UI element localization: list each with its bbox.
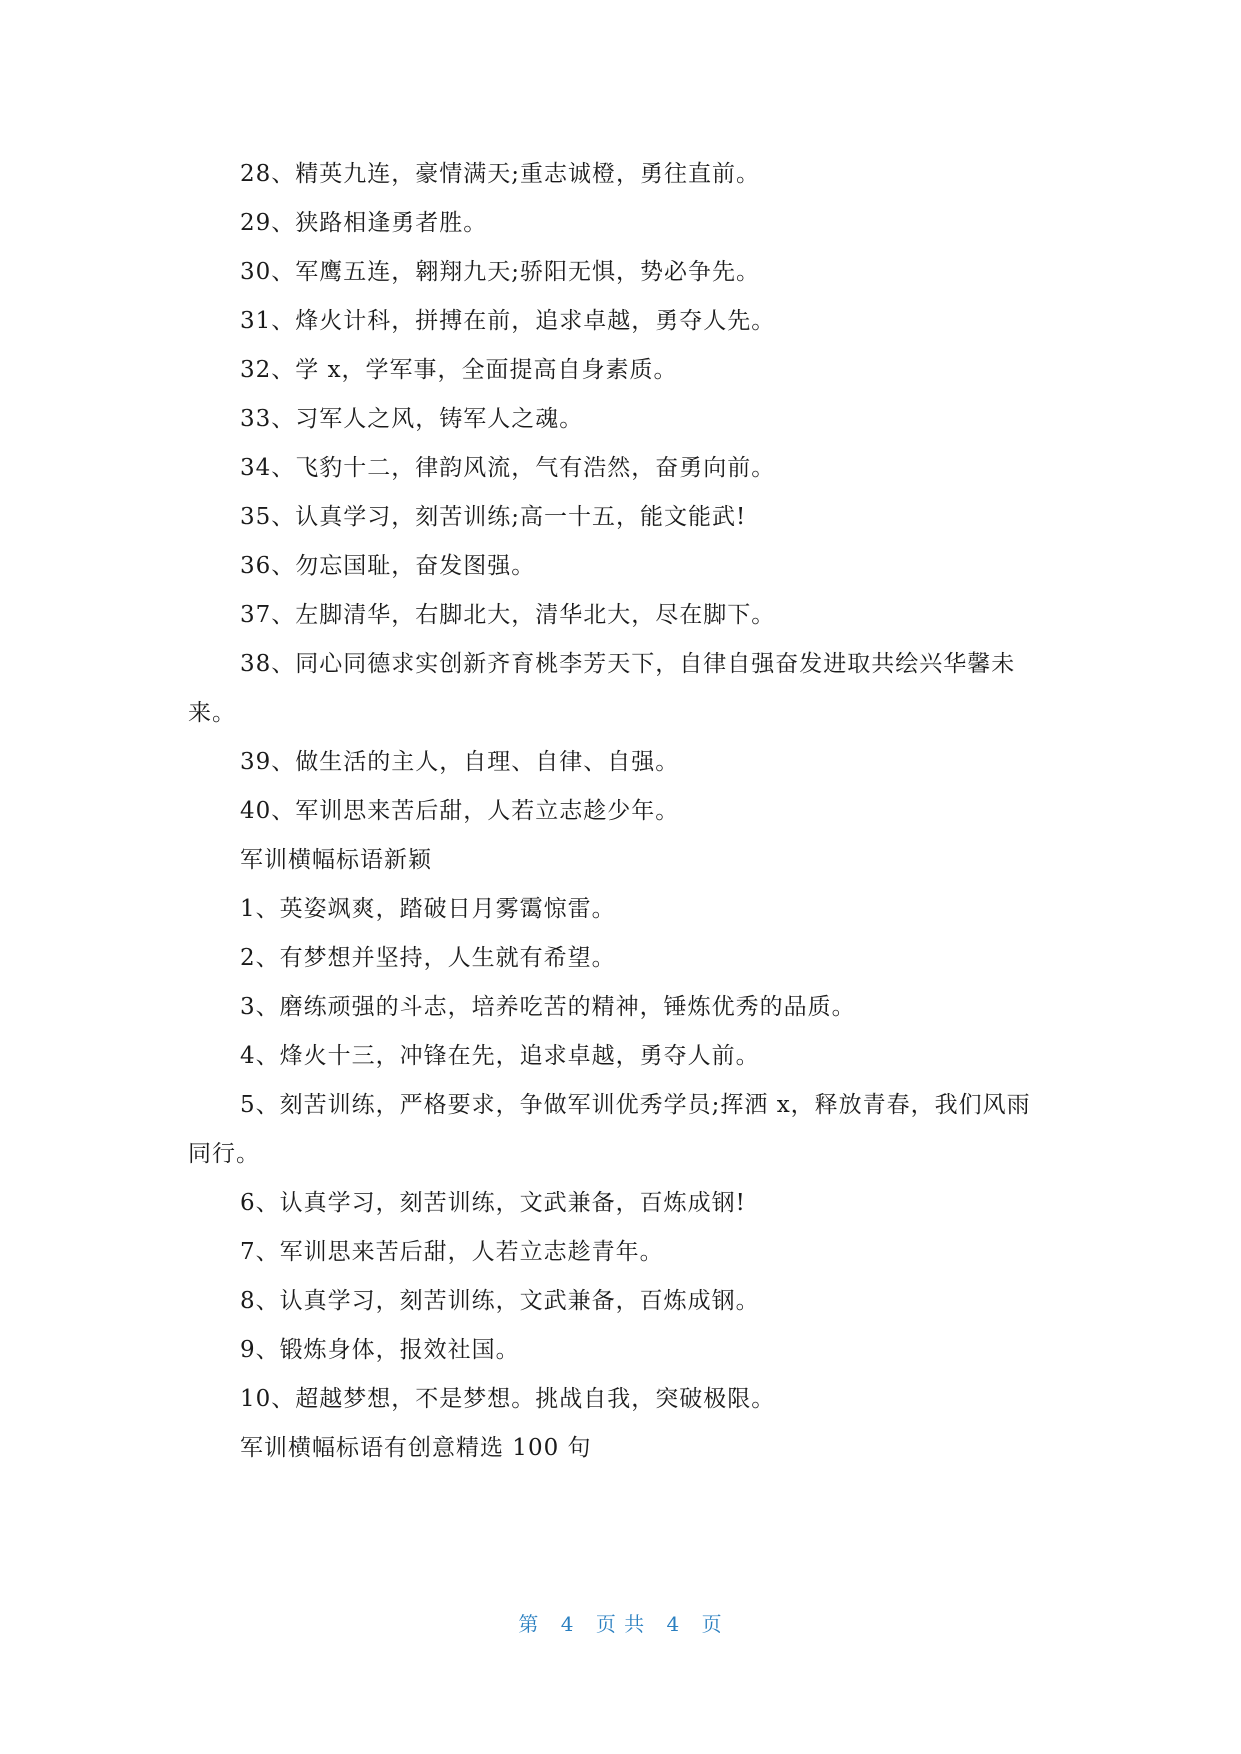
paragraph: 31、烽火计科，拼搏在前，追求卓越，勇夺人先。 (240, 308, 776, 334)
footer-middle: 页 共 (595, 1612, 646, 1636)
paragraph: 6、认真学习，刻苦训练，文武兼备，百炼成钢! (240, 1190, 746, 1216)
footer-prefix: 第 (518, 1612, 540, 1636)
paragraph: 8、认真学习，刻苦训练，文武兼备，百炼成钢。 (240, 1288, 760, 1314)
section-heading: 军训横幅标语有创意精选 100 句 (240, 1435, 592, 1461)
paragraph: 2、有梦想并坚持，人生就有希望。 (240, 945, 616, 971)
paragraph: 5、刻苦训练，严格要求，争做军训优秀学员;挥洒 x，释放青春，我们风雨同行。 (188, 1092, 1031, 1167)
paragraph: 9、锻炼身体，报效社国。 (240, 1337, 520, 1363)
footer-suffix: 页 (701, 1612, 723, 1636)
paragraph: 38、同心同德求实创新齐育桃李芳天下，自律自强奋发进取共绘兴华馨未来。 (188, 651, 1016, 726)
paragraph: 40、军训思来苦后甜，人若立志趁少年。 (240, 798, 680, 824)
paragraph: 1、英姿飒爽，踏破日月雾霭惊雷。 (240, 896, 616, 922)
total-page-count: 4 (666, 1612, 681, 1636)
paragraph: 33、习军人之风，铸军人之魂。 (240, 406, 584, 432)
paragraph: 10、超越梦想，不是梦想。挑战自我，突破极限。 (240, 1386, 776, 1412)
document-body (188, 150, 1048, 1473)
paragraph: 35、认真学习，刻苦训练;高一十五，能文能武! (240, 504, 747, 530)
paragraph: 37、左脚清华，右脚北大，清华北大，尽在脚下。 (240, 602, 776, 628)
page-footer (0, 1608, 1241, 1637)
current-page-number: 4 (560, 1612, 575, 1636)
paragraph: 7、军训思来苦后甜，人若立志趁青年。 (240, 1239, 664, 1265)
paragraph: 28、精英九连，豪情满天;重志诚橙，勇往直前。 (240, 161, 761, 187)
paragraph: 29、狭路相逢勇者胜。 (240, 210, 488, 236)
paragraph: 32、学 x，学军事，全面提高自身素质。 (240, 357, 678, 383)
section-heading: 军训横幅标语新颖 (240, 847, 432, 873)
paragraph: 3、磨练顽强的斗志，培养吃苦的精神，锤炼优秀的品质。 (240, 994, 856, 1020)
paragraph: 34、飞豹十二，律韵风流，气有浩然，奋勇向前。 (240, 455, 776, 481)
paragraph: 36、勿忘国耻，奋发图强。 (240, 553, 536, 579)
paragraph: 39、做生活的主人，自理、自律、自强。 (240, 749, 680, 775)
paragraph: 4、烽火十三，冲锋在先，追求卓越，勇夺人前。 (240, 1043, 760, 1069)
paragraph: 30、军鹰五连，翱翔九天;骄阳无惧，势必争先。 (240, 259, 761, 285)
